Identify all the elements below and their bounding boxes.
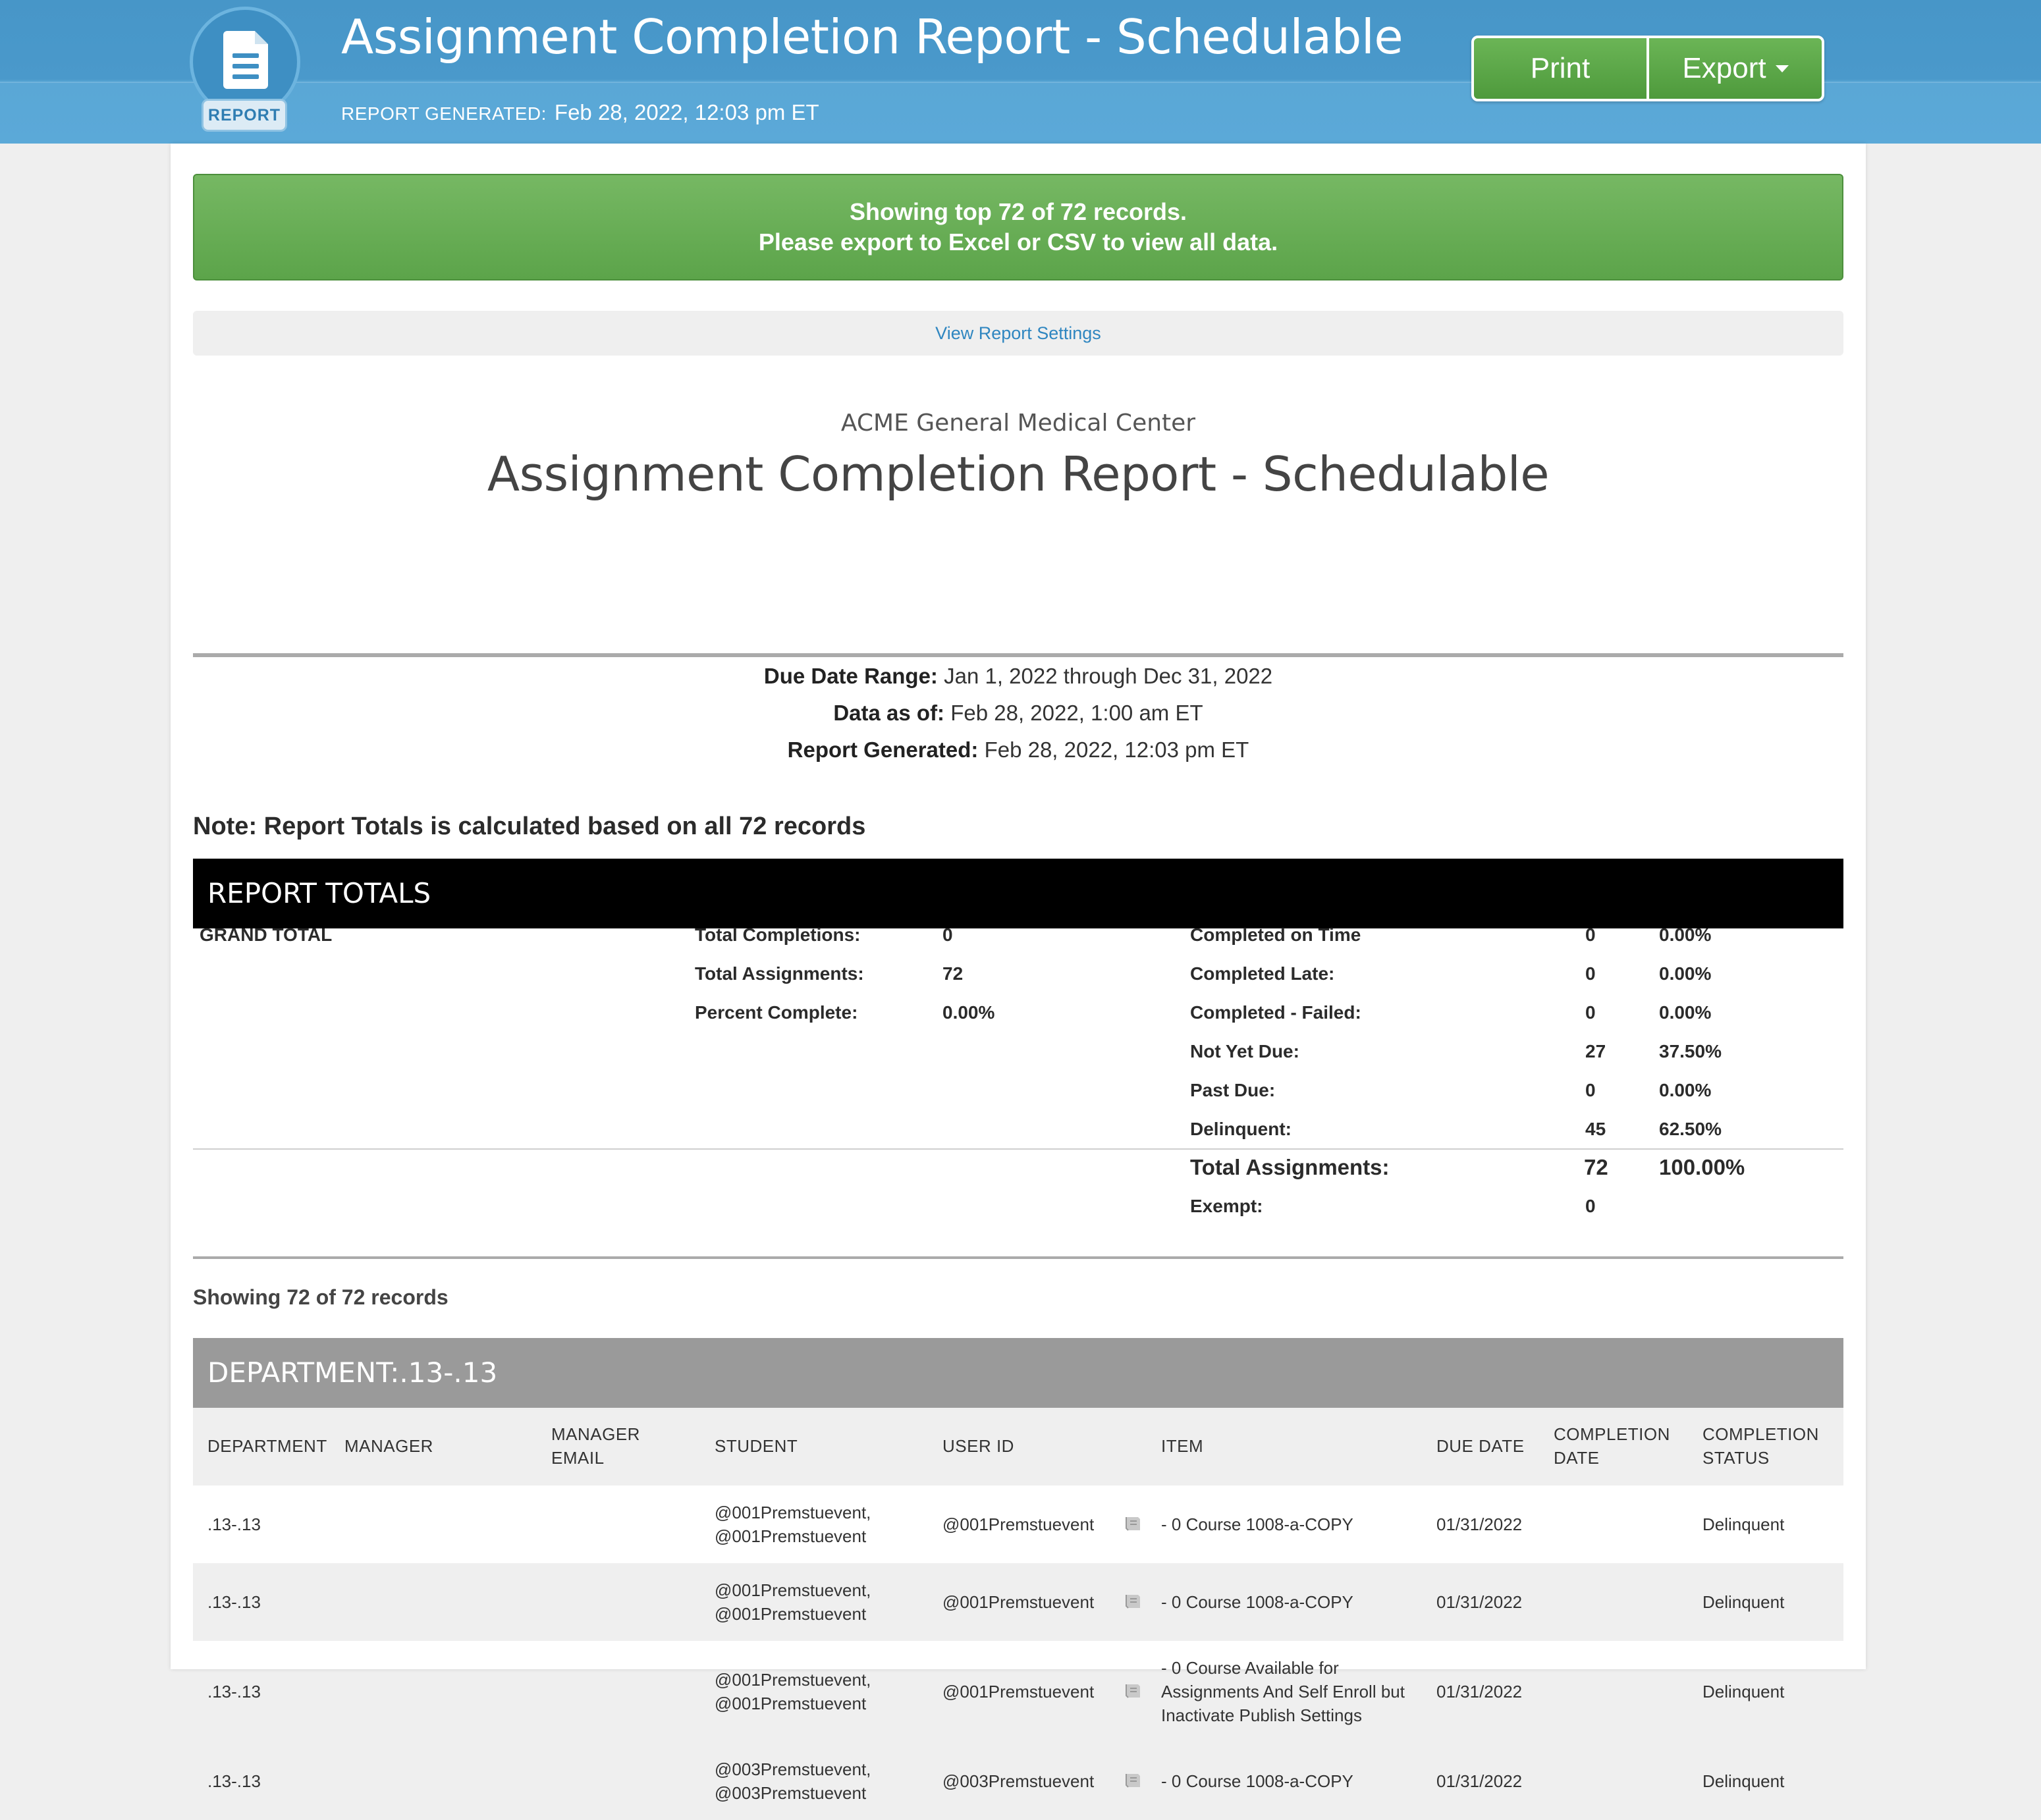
- row-student: [715, 1501, 871, 1548]
- report-badge: REPORT: [202, 99, 287, 132]
- report-generated-value: Feb 28, 2022, 12:03 pm ET: [554, 100, 819, 124]
- row-item: [1161, 1512, 1353, 1536]
- row-user-id: @003Premstuevent: [942, 1771, 1095, 1791]
- row-item-line1: - 0 Course 1008-a-COPY: [1161, 1514, 1353, 1534]
- organization-name: ACME General Medical Center: [840, 410, 1196, 437]
- col-manager[interactable]: MANAGER: [344, 1436, 433, 1456]
- col-completion-date-line2: DATE: [1554, 1448, 1600, 1468]
- past-due-count: 0: [1585, 1080, 1596, 1100]
- view-report-settings-link[interactable]: View Report Settings: [935, 323, 1101, 343]
- report-totals-heading: REPORT TOTALS: [193, 859, 1843, 928]
- row-student-line1: @001Premstuevent,: [715, 1580, 871, 1600]
- report-generated-line-label: Report Generated:: [787, 737, 979, 762]
- col-item[interactable]: ITEM: [1161, 1436, 1204, 1456]
- report-page: [171, 144, 1866, 1803]
- completed-on-time-pct: 0.00%: [1659, 924, 1712, 945]
- col-manager-email[interactable]: [551, 1422, 640, 1470]
- past-due-pct: 0.00%: [1659, 1080, 1712, 1100]
- row-student-line2: @001Premstuevent: [715, 1526, 867, 1546]
- not-yet-due-label: Not Yet Due:: [1190, 1041, 1299, 1061]
- total-completions-label: Total Completions:: [695, 924, 861, 945]
- data-as-of-label: Data as of:: [833, 701, 945, 725]
- report-generated-line-value: Feb 28, 2022, 12:03 pm ET: [984, 737, 1249, 762]
- not-yet-due-count: 27: [1585, 1041, 1606, 1061]
- percent-complete-value: 0.00%: [942, 1002, 995, 1023]
- book-icon: [1123, 1771, 1143, 1790]
- col-completion-date-line1: COMPLETION: [1554, 1424, 1670, 1444]
- row-user-id: @001Premstuevent: [942, 1592, 1095, 1612]
- past-due-label: Past Due:: [1190, 1080, 1276, 1100]
- completed-on-time-label: Completed on Time: [1190, 924, 1361, 945]
- row-item-line2: Assignments And Self Enroll but: [1161, 1682, 1405, 1701]
- report-generated: [341, 100, 819, 125]
- col-user-id[interactable]: USER ID: [942, 1436, 1014, 1456]
- total-assignments-label: Total Assignments:: [695, 963, 864, 984]
- row-due-date: 01/31/2022: [1436, 1771, 1523, 1791]
- row-item-line1: - 0 Course Available for: [1161, 1658, 1339, 1678]
- page-title: Assignment Completion Report - Schedulable: [341, 9, 1403, 65]
- row-department: .13-.13: [207, 1771, 261, 1791]
- total-assignments-summary-count: 72: [1584, 1155, 1608, 1179]
- app-header: [0, 0, 2041, 144]
- row-student-line1: @003Premstuevent,: [715, 1759, 871, 1779]
- row-due-date: 01/31/2022: [1436, 1514, 1523, 1534]
- completed-late-label: Completed Late:: [1190, 963, 1335, 984]
- row-item-line1: - 0 Course 1008-a-COPY: [1161, 1592, 1353, 1612]
- due-date-range-label: Due Date Range:: [763, 664, 938, 688]
- col-manager-email-line2: EMAIL: [551, 1448, 605, 1468]
- book-icon: [1123, 1592, 1143, 1611]
- print-button[interactable]: [1474, 38, 1649, 99]
- table-row[interactable]: [193, 1641, 1843, 1742]
- completed-late-count: 0: [1585, 963, 1596, 984]
- department-group-heading: DEPARTMENT:.13-.13: [193, 1338, 1843, 1408]
- banner-line-1: Showing top 72 of 72 records.: [849, 198, 1187, 225]
- report-generated-line: [171, 737, 1866, 763]
- row-student: [715, 1668, 871, 1715]
- book-icon: [1123, 1514, 1143, 1533]
- row-status: Delinquent: [1702, 1514, 1785, 1534]
- data-as-of-value: Feb 28, 2022, 1:00 am ET: [950, 701, 1203, 725]
- col-department[interactable]: DEPARTMENT: [207, 1436, 327, 1456]
- row-student-line1: @001Premstuevent,: [715, 1503, 871, 1522]
- banner-line-2: Please export to Excel or CSV to view all data.: [758, 228, 1278, 255]
- completed-failed-count: 0: [1585, 1002, 1596, 1023]
- table-row[interactable]: [193, 1742, 1843, 1820]
- exempt-count: 0: [1585, 1196, 1596, 1216]
- row-department: .13-.13: [207, 1592, 261, 1612]
- row-department: .13-.13: [207, 1514, 261, 1534]
- row-due-date: 01/31/2022: [1436, 1682, 1523, 1701]
- report-generated-label: REPORT GENERATED:: [341, 103, 547, 124]
- row-user-id: @001Premstuevent: [942, 1682, 1095, 1701]
- report-title: Assignment Completion Report - Schedulable: [487, 446, 1550, 502]
- table-header: [193, 1408, 1843, 1485]
- totals-divider: [193, 1148, 1843, 1150]
- col-manager-email-line1: MANAGER: [551, 1424, 640, 1444]
- total-assignments-value: 72: [942, 963, 964, 984]
- row-item-line1: - 0 Course 1008-a-COPY: [1161, 1771, 1353, 1791]
- grand-total-label: GRAND TOTAL: [200, 924, 333, 945]
- total-completions-value: 0: [942, 924, 953, 945]
- totals-end-divider: [193, 1256, 1843, 1259]
- col-completion-status-line2: STATUS: [1702, 1448, 1770, 1468]
- total-assignments-summary-label: Total Assignments:: [1190, 1155, 1390, 1179]
- row-status: Delinquent: [1702, 1682, 1785, 1701]
- showing-records: Showing 72 of 72 records: [193, 1285, 449, 1309]
- totals-note: Note: Report Totals is calculated based on all 72 records: [193, 813, 866, 840]
- print-button-label: Print: [1530, 52, 1591, 84]
- table-row[interactable]: [193, 1563, 1843, 1641]
- caret-down-icon: [1776, 65, 1789, 72]
- row-item-line3: Inactivate Publish Settings: [1161, 1705, 1362, 1725]
- col-student[interactable]: STUDENT: [715, 1436, 798, 1456]
- action-button-group: [1471, 36, 1824, 101]
- completed-failed-pct: 0.00%: [1659, 1002, 1712, 1023]
- delinquent-pct: 62.50%: [1659, 1119, 1722, 1139]
- row-student-line2: @001Premstuevent: [715, 1694, 867, 1713]
- row-status: Delinquent: [1702, 1592, 1785, 1612]
- col-completion-status[interactable]: [1702, 1422, 1819, 1470]
- delinquent-count: 45: [1585, 1119, 1606, 1139]
- row-status: Delinquent: [1702, 1771, 1785, 1791]
- col-due-date[interactable]: DUE DATE: [1436, 1436, 1525, 1456]
- records-banner: [193, 174, 1843, 281]
- due-date-range-value: Jan 1, 2022 through Dec 31, 2022: [944, 664, 1273, 688]
- completed-on-time-count: 0: [1585, 924, 1596, 945]
- percent-complete-label: Percent Complete:: [695, 1002, 858, 1023]
- row-item: [1161, 1769, 1353, 1793]
- section-divider: [193, 653, 1843, 657]
- row-student-line2: @001Premstuevent: [715, 1604, 867, 1624]
- data-as-of: [171, 701, 1866, 726]
- row-student-line2: @003Premstuevent: [715, 1783, 867, 1803]
- row-item: [1161, 1656, 1405, 1727]
- document-icon-sheet: [223, 31, 268, 89]
- row-due-date: 01/31/2022: [1436, 1592, 1523, 1612]
- export-button[interactable]: [1649, 38, 1822, 99]
- row-student: [715, 1578, 871, 1626]
- completed-late-pct: 0.00%: [1659, 963, 1712, 984]
- export-button-label: Export: [1682, 52, 1766, 84]
- row-user-id: @001Premstuevent: [942, 1514, 1095, 1534]
- col-completion-status-line1: COMPLETION: [1702, 1424, 1819, 1444]
- delinquent-label: Delinquent:: [1190, 1119, 1292, 1139]
- row-student-line1: @001Premstuevent,: [715, 1670, 871, 1690]
- exempt-label: Exempt:: [1190, 1196, 1263, 1216]
- row-student: [715, 1757, 871, 1805]
- completed-failed-label: Completed - Failed:: [1190, 1002, 1361, 1023]
- col-completion-date[interactable]: [1554, 1422, 1670, 1470]
- row-item: [1161, 1590, 1353, 1614]
- due-date-range: [171, 664, 1866, 689]
- report-settings-bar: [193, 311, 1843, 356]
- not-yet-due-pct: 37.50%: [1659, 1041, 1722, 1061]
- table-row[interactable]: [193, 1485, 1843, 1563]
- total-assignments-summary-pct: 100.00%: [1659, 1155, 1745, 1179]
- book-icon: [1123, 1682, 1143, 1700]
- row-department: .13-.13: [207, 1682, 261, 1701]
